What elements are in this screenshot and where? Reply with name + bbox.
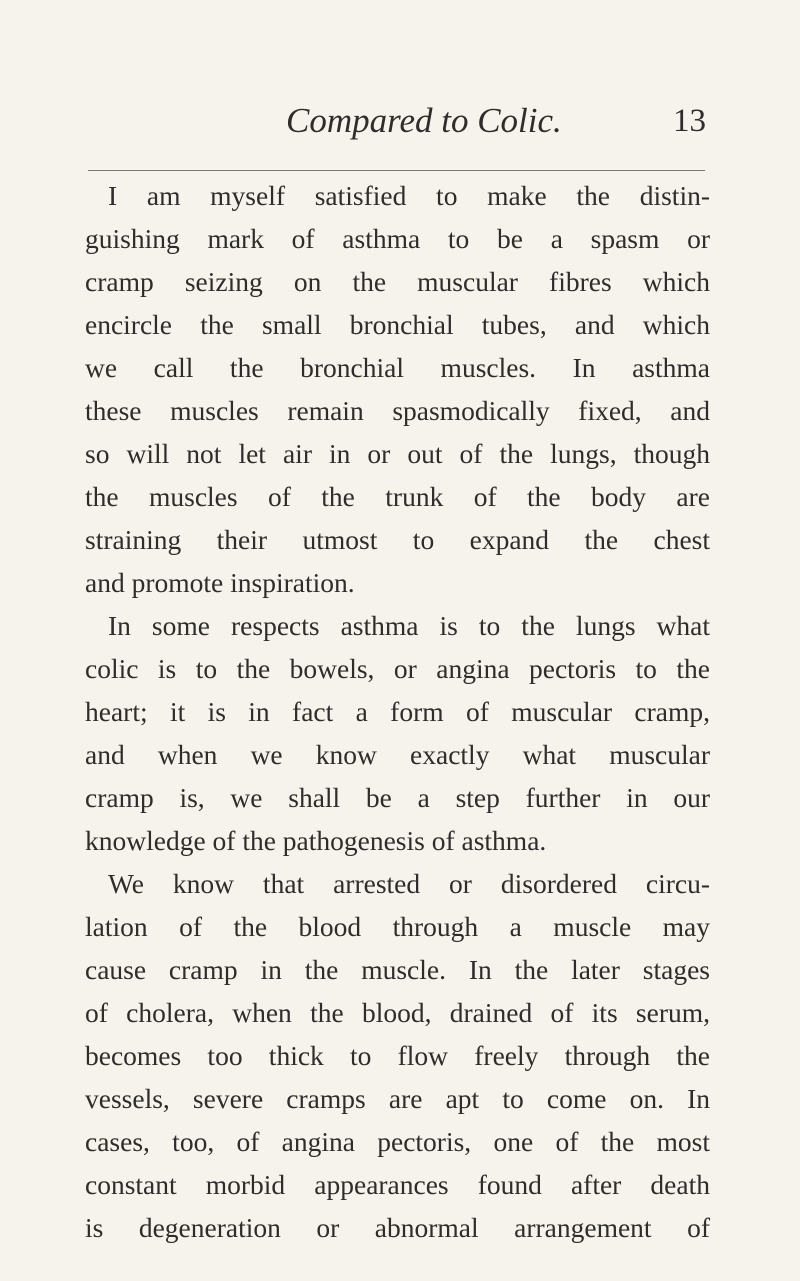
text-line: these muscles remain spasmodically fixed, and [85,395,710,426]
text-line: straining their utmost to expand the chest [85,524,710,555]
text-line: cramp seizing on the muscular fibres which [85,266,710,297]
text-line: I am myself satisfied to make the distin- [108,180,710,211]
text-line: encircle the small bronchial tubes, and which [85,309,710,340]
text-line: cause cramp in the muscle. In the later stages [85,954,710,985]
text-line: colic is to the bowels, or angina pectoris to the [85,653,710,684]
text-line: and when we know exactly what muscular [85,739,710,770]
text-line: We know that arrested or disordered circu- [108,868,710,899]
text-line: so will not let air in or out of the lungs, though [85,438,710,469]
text-line: heart; it is in fact a form of muscular cramp, [85,696,710,727]
header-rule [88,170,705,171]
text-line: lation of the blood through a muscle may [85,911,710,942]
text-line: the muscles of the trunk of the body are [85,481,710,512]
text-line: knowledge of the pathogenesis of asthma. [85,825,547,856]
text-line: constant morbid appearances found after death [85,1169,710,1200]
text-line: cases, too, of angina pectoris, one of the most [85,1126,710,1157]
text-line: and promote inspiration. [85,567,355,598]
text-line: of cholera, when the blood, drained of its serum, [85,997,710,1028]
text-line: In some respects asthma is to the lungs what [108,610,710,641]
running-header [86,96,706,146]
running-title: Compared to Colic. [286,101,562,140]
page-number: 13 [673,103,706,139]
text-line: vessels, severe cramps are apt to come on. In [85,1083,710,1114]
text-line: we call the bronchial muscles. In asthma [85,352,710,383]
text-line: cramp is, we shall be a step further in our [85,782,710,813]
body-text [85,174,710,1249]
text-line: guishing mark of asthma to be a spasm or [85,223,710,254]
text-line: is degeneration or abnormal arrangement of [85,1212,710,1243]
text-line: becomes too thick to flow freely through the [85,1040,710,1071]
